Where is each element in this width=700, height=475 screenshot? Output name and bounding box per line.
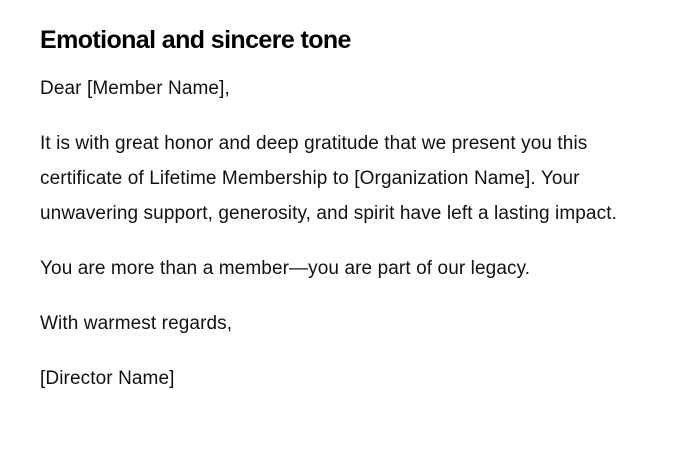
salutation: Dear [Member Name],: [40, 78, 230, 99]
body-paragraph-1: It is with great honor and deep gratitude that we present you this certificate of Lifetime Membership to [Organization Name]. Your unwavering support, generosity, and spirit have left a lasting impact.: [40, 133, 617, 224]
document-title: Emotional and sincere tone: [40, 26, 351, 54]
body-paragraph-2: You are more than a member—you are part of our legacy.: [40, 258, 531, 279]
letter-document: [40, 22, 650, 416]
closing: With warmest regards,: [40, 313, 233, 334]
signature: [Director Name]: [40, 368, 175, 389]
